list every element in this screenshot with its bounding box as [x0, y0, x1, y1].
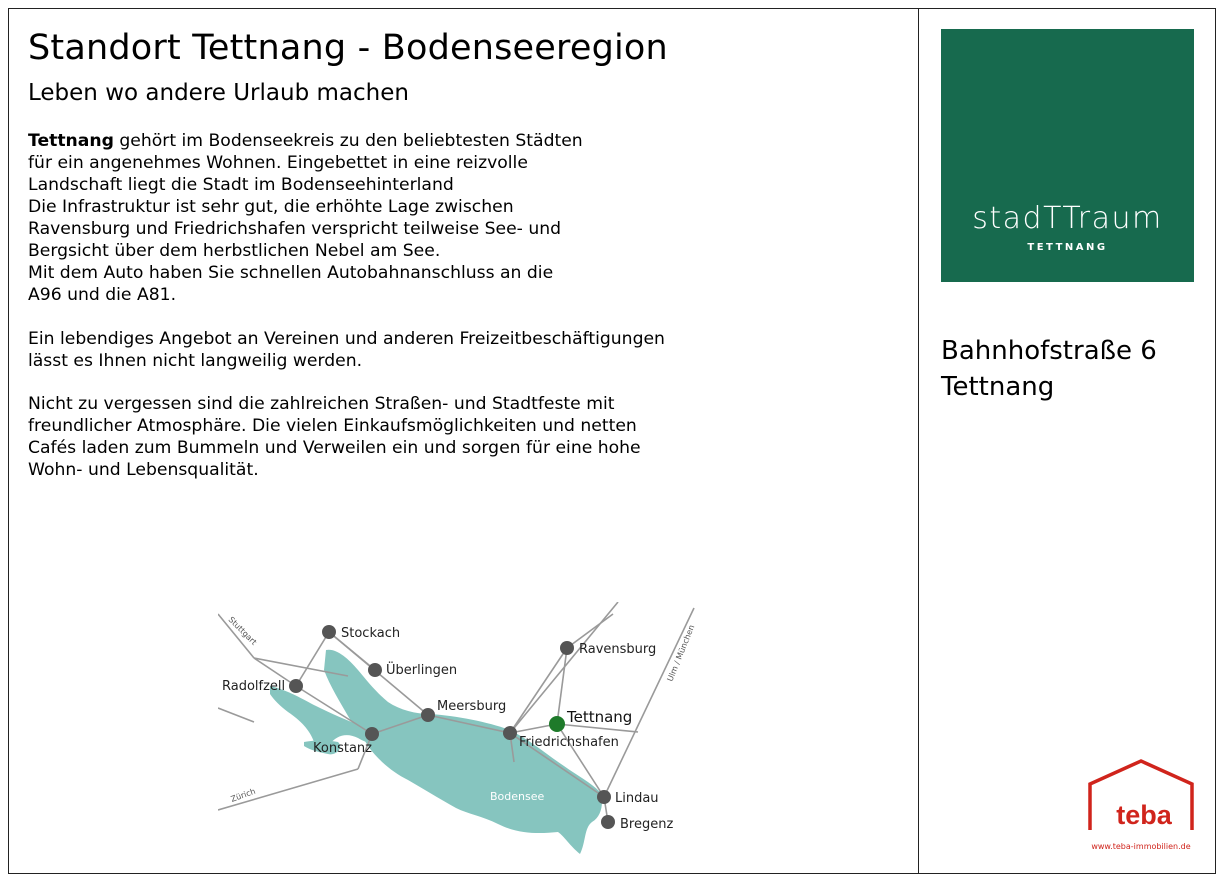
address-street: Bahnhofstraße 6 — [941, 336, 1157, 366]
road-label-zuerich: Zürich — [229, 786, 257, 804]
paragraph-line: Ravensburg und Friedrichshafen verspricht teilweise See- und — [28, 219, 562, 239]
label-tettnang: Tettnang — [567, 708, 633, 726]
page-subtitle: Leben wo andere Urlaub machen — [28, 80, 409, 106]
paragraph-line: A96 und die A81. — [28, 285, 177, 305]
paragraph-leisure — [28, 328, 665, 372]
paragraph-line: Die Infrastruktur ist sehr gut, die erhöhte Lage zwischen — [28, 197, 514, 217]
paragraph-line: Landschaft liegt die Stadt im Bodenseehinterland — [28, 175, 454, 195]
marker-lindau — [597, 790, 611, 804]
stadttraum-logo — [941, 29, 1194, 282]
label-bregenz: Bregenz — [620, 817, 674, 832]
paragraph-line: Wohn- und Lebensqualität. — [28, 460, 259, 480]
teba-wordmark: teba — [1116, 800, 1172, 830]
page-title: Standort Tettnang - Bodenseeregion — [28, 28, 668, 68]
label-stockach: Stockach — [341, 626, 401, 641]
paragraph-festivals — [28, 393, 641, 481]
label-meersburg: Meersburg — [437, 699, 507, 714]
paragraph-intro — [28, 130, 583, 306]
marker-radolfzell — [289, 679, 303, 693]
paragraph-line — [28, 130, 583, 152]
lake-label: Bodensee — [490, 790, 545, 803]
teba-website: www.teba-immobilien.de — [1091, 842, 1191, 851]
paragraph-line: freundlicher Atmosphäre. Die vielen Einkaufsmöglichkeiten und netten — [28, 416, 637, 436]
label-ravensburg: Ravensburg — [579, 642, 657, 657]
marker-bregenz — [601, 815, 615, 829]
address-city: Tettnang — [941, 372, 1055, 402]
marker-friedrichshafen — [503, 726, 517, 740]
label-friedrichshafen: Friedrichshafen — [519, 735, 619, 750]
marker-ueberlingen — [368, 663, 382, 677]
paragraph-line: Bergsicht über dem herbstlichen Nebel am See. — [28, 241, 441, 261]
road-label-ulm-muenchen: Ulm / München — [665, 623, 697, 683]
paragraph-line: Ein lebendiges Angebot an Vereinen und anderen Freizeitbeschäftigungen — [28, 329, 665, 349]
marker-konstanz — [365, 727, 379, 741]
label-ueberlingen: Überlingen — [386, 663, 458, 678]
paragraph-line: Mit dem Auto haben Sie schnellen Autobahnanschluss an die — [28, 263, 554, 283]
paragraph-line: lässt es Ihnen nicht langweilig werden. — [28, 351, 363, 371]
lake-constance-map — [218, 602, 698, 858]
label-lindau: Lindau — [615, 791, 659, 806]
paragraph-line: für ein angenehmes Wohnen. Eingebettet in eine reizvolle — [28, 153, 528, 173]
logo-subline: TETTNANG — [1027, 242, 1108, 253]
marker-ravensburg — [560, 641, 574, 655]
property-address — [941, 333, 1157, 405]
marker-tettnang — [549, 716, 565, 732]
logo-wordmark: stadTTraum — [972, 201, 1163, 236]
paragraph-line: Nicht zu vergessen sind die zahlreichen Straßen- und Stadtfeste mit — [28, 394, 615, 414]
text-line: gehört im Bodenseekreis zu den beliebtesten Städten — [113, 131, 583, 151]
marker-meersburg — [421, 708, 435, 722]
road-label-stuttgart: Stuttgart — [226, 615, 259, 647]
label-radolfzell: Radolfzell — [222, 679, 286, 694]
marker-stockach — [322, 625, 336, 639]
column-divider — [918, 8, 919, 874]
teba-logo — [1086, 758, 1196, 834]
label-konstanz: Konstanz — [313, 741, 372, 756]
bold-town-name: Tettnang — [28, 131, 114, 151]
paragraph-line: Cafés laden zum Bummeln und Verweilen ein und sorgen für eine hohe — [28, 438, 641, 458]
